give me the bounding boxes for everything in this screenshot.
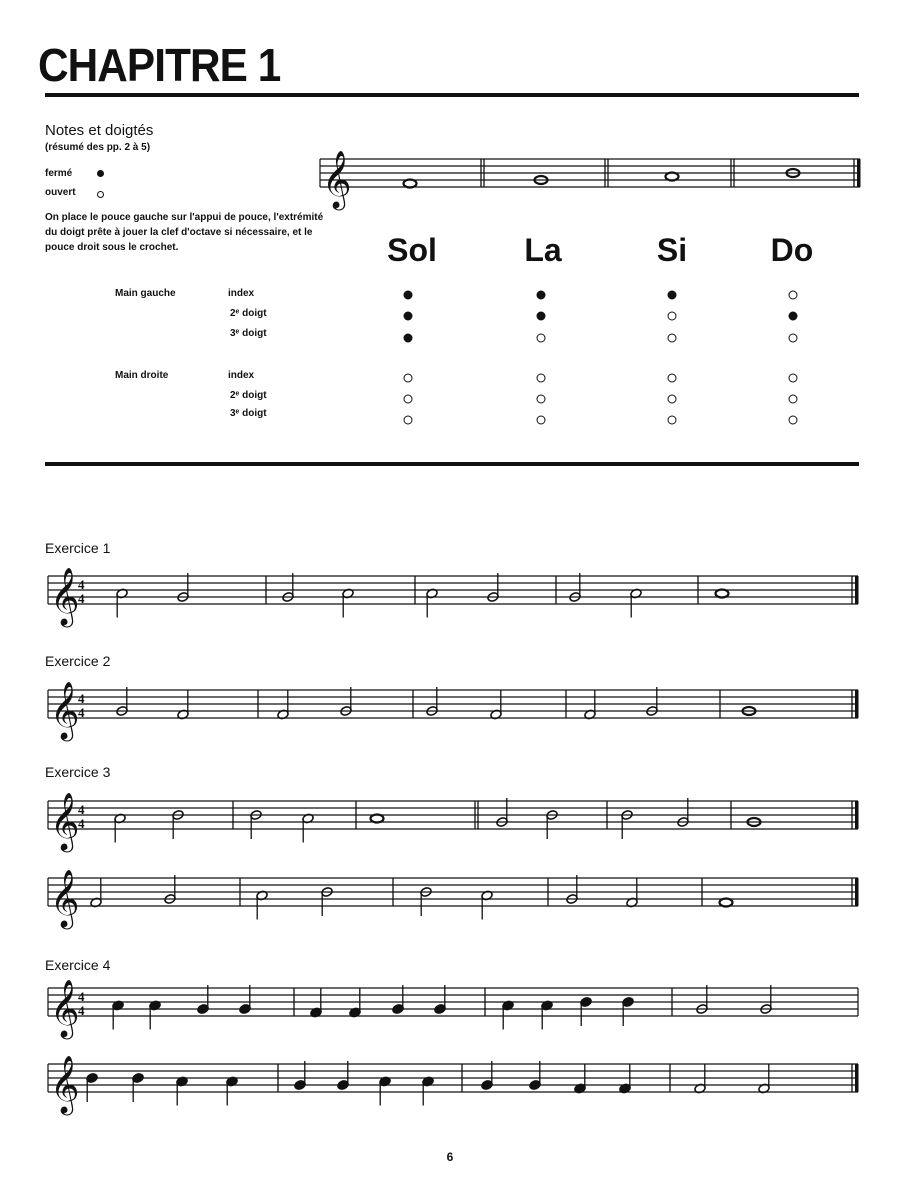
time-signature-bottom: 4 [78,816,85,831]
time-signature-top: 4 [78,691,85,706]
page-number: 6 [446,1150,454,1164]
time-signature-top: 4 [78,577,85,592]
treble-clef-icon: 𝄞 [50,1055,80,1113]
note-head [720,899,733,907]
legend-open-label: ouvert [45,187,76,198]
treble-clef-icon: 𝄞 [50,681,80,739]
exercise-1-label: Exercice 1 [45,540,111,556]
final-barline [857,159,861,187]
time-signature-bottom: 4 [78,1003,85,1018]
instructions-text: On place le pouce gauche sur l'appui de pouce, l'extrémité du doigt prête à jouer la clef d'octave si nécessaire, et le pouce droit sous le crochet. [45,212,324,253]
chapter-title: CHAPITRE 1 [38,39,281,91]
exercise-2-label: Exercice 2 [45,653,111,669]
left-finger-3: 3ᵉ doigt [230,328,267,339]
note-name-do: Do [770,232,814,268]
final-barline [855,690,859,718]
time-signature-top: 4 [78,989,85,1004]
final-barline [855,878,859,906]
note-head [716,590,729,598]
note-head [666,173,679,181]
left-hand-label: Main gauche [115,288,176,299]
treble-clef-icon: 𝄞 [50,869,80,927]
note-name-la: La [524,232,562,268]
final-barline [855,1064,859,1092]
right-hand-label: Main droite [115,370,169,381]
treble-clef-icon: 𝄞 [50,567,80,625]
treble-clef-icon: 𝄞 [50,979,80,1037]
note-name-si: Si [656,232,688,268]
exercise-3-label: Exercice 3 [45,764,111,780]
final-barline [855,576,859,604]
notes-subheading: (résumé des pp. 2 à 5) [45,142,151,153]
time-signature-top: 4 [78,802,85,817]
time-signature-bottom: 4 [78,591,85,606]
right-finger-index: index [228,370,255,381]
exercise-4-label: Exercice 4 [45,957,111,973]
note-name-sol: Sol [387,232,437,268]
legend-closed-label: fermé [45,168,73,179]
time-signature-bottom: 4 [78,705,85,720]
right-finger-2: 2ᵉ doigt [230,390,267,401]
left-finger-index: index [228,288,255,299]
notes-heading: Notes et doigtés [45,122,154,139]
note-head [404,180,417,188]
right-finger-3: 3ᵉ doigt [230,408,267,419]
note-head [371,815,384,823]
treble-clef-icon: 𝄞 [50,792,80,850]
final-barline [855,801,859,829]
treble-clef-icon: 𝄞 [322,150,352,208]
left-finger-2: 2ᵉ doigt [230,308,267,319]
